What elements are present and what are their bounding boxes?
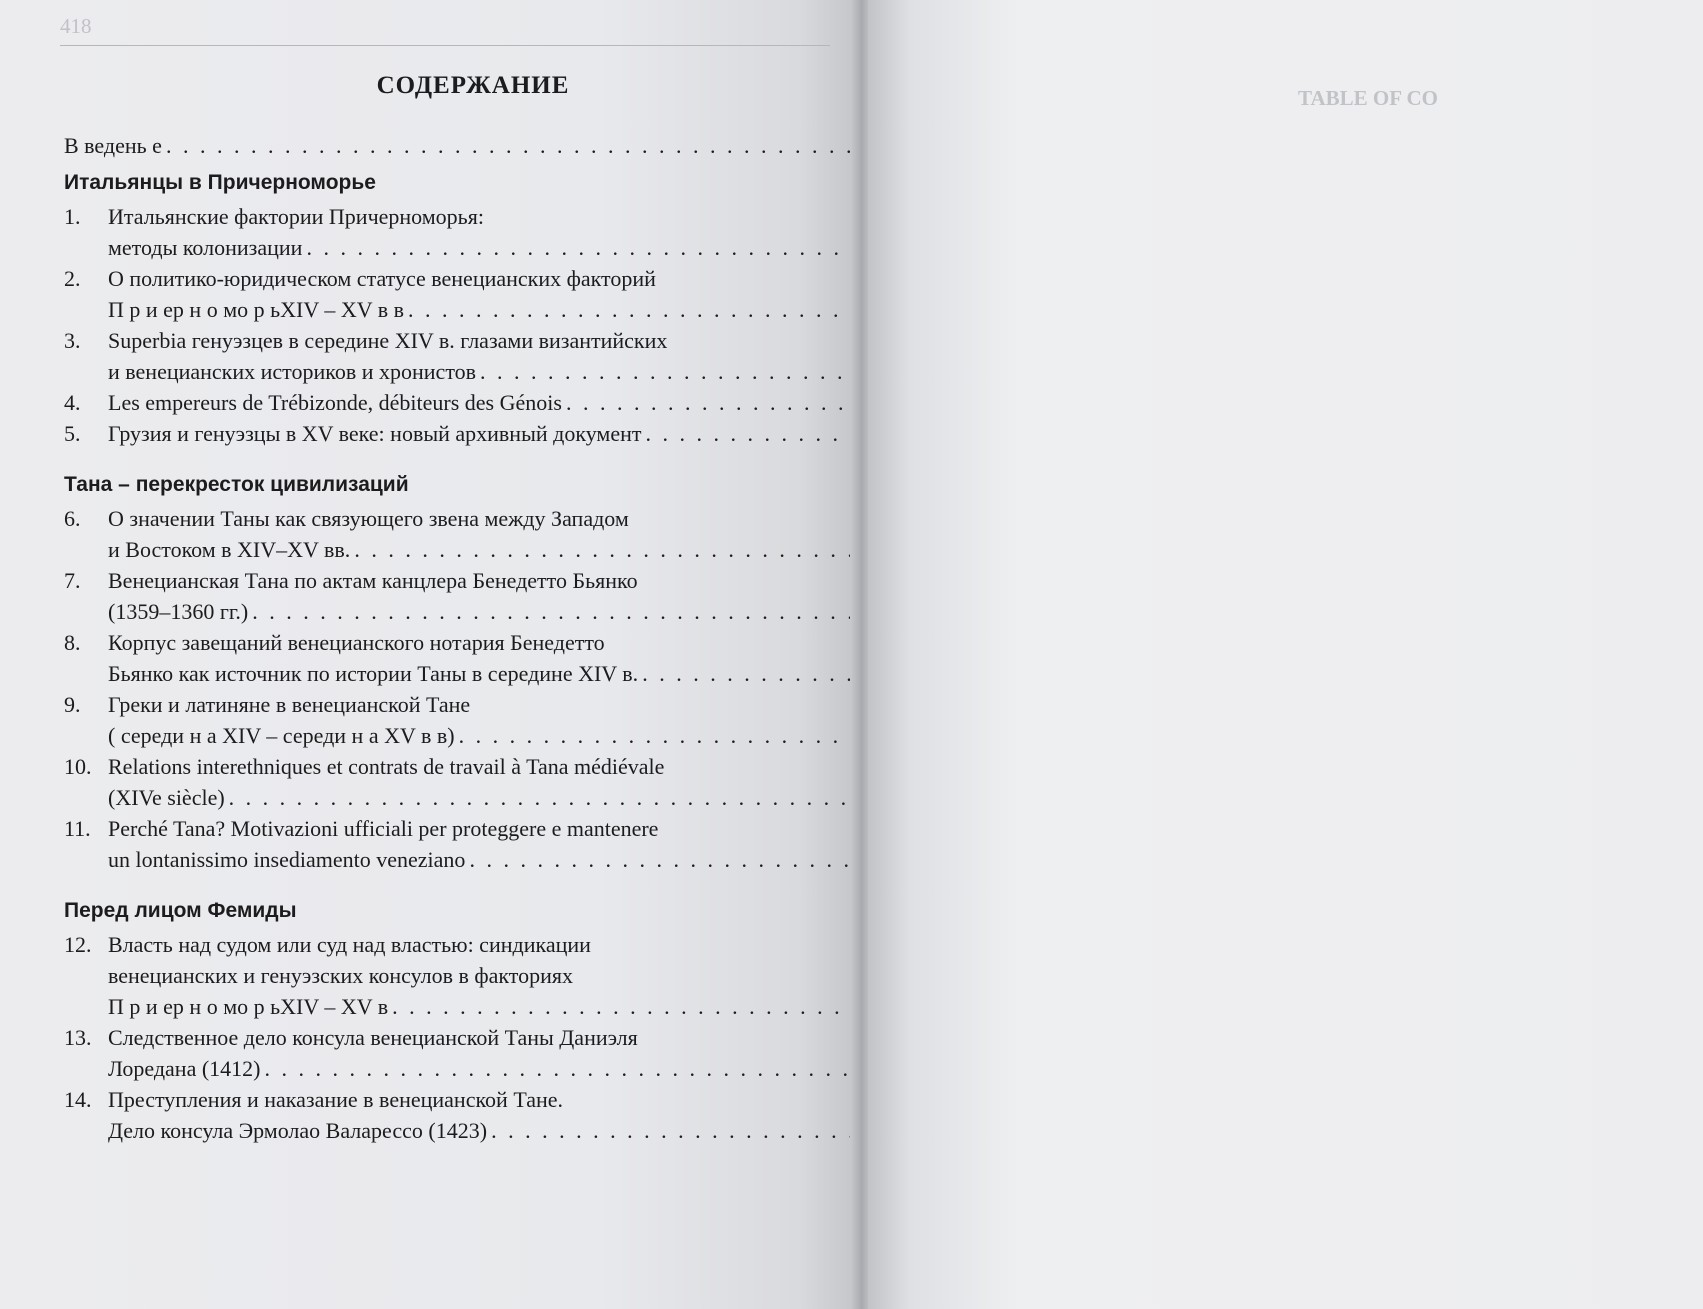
- dot-leader: [306, 232, 858, 263]
- toc-left-sections: [64, 171, 832, 1146]
- entry-title-line: Бьянко как источник по истории Таны в середине XIV в.: [108, 661, 639, 686]
- entry-title-line: и венецианских историков и хронистов: [108, 359, 477, 384]
- dot-leader: [459, 720, 858, 751]
- entry-title-line: Венецианская Тана по актам канцлера Бенедетто Бьянко: [108, 568, 638, 593]
- dot-leader: [469, 844, 858, 875]
- bleed-through-text: TABLE OF CO: [1298, 86, 1439, 110]
- entry-title-line: Лоредана (1412): [108, 1056, 261, 1081]
- toc-entry: [64, 689, 832, 751]
- entry-title-line: (XIVe siècle): [108, 785, 225, 810]
- entry-number: 1.: [64, 204, 81, 229]
- dot-leader: [491, 1115, 858, 1146]
- entry-number: 2.: [64, 266, 81, 291]
- entry-number: 14.: [64, 1087, 92, 1112]
- toc-entry: [64, 201, 832, 263]
- toc-entry: [64, 325, 832, 387]
- dot-leader: [229, 782, 858, 813]
- toc-entry: [64, 1084, 832, 1146]
- entry-title-line: П р и ер н о мо р ьXIV – XV в в: [108, 297, 405, 322]
- right-page: [868, 0, 1703, 1309]
- entry-title-line: Perché Tana? Motivazioni ufficiali per proteggere e mantenere: [108, 816, 659, 841]
- entry-number: 4.: [64, 390, 81, 415]
- toc-entry: [64, 503, 832, 565]
- entry-title-line: методы колонизации: [108, 235, 303, 260]
- entry-title-line: О политико-юридическом статусе венецианских факторий: [108, 266, 656, 291]
- section-heading: Перед лицом Фемиды: [64, 899, 297, 922]
- toc-entry-intro: [64, 130, 832, 161]
- entry-title-line: Relations interethniques et contrats de travail à Tana médiévale: [108, 754, 665, 779]
- section-heading: Итальянцы в Причерноморье: [64, 171, 376, 194]
- toc-entry: [64, 751, 832, 813]
- bleed-through-rule: [60, 45, 830, 46]
- entry-title-line: Преступления и наказание в венецианской Тане.: [108, 1087, 564, 1112]
- toc-entry: [64, 565, 832, 627]
- toc-entry: [64, 1022, 832, 1084]
- dot-leader: [408, 294, 858, 325]
- entry-title-line: Грузия и генуэзцы в XV веке: новый архивный документ: [108, 421, 642, 446]
- dot-leader: [166, 130, 858, 161]
- entry-number: 9.: [64, 692, 81, 717]
- dot-leader: [642, 658, 858, 689]
- toc-entry: [64, 263, 832, 325]
- dot-leader: [265, 1053, 859, 1084]
- section-heading: Тана – перекресток цивилизаций: [64, 473, 409, 496]
- toc-entry: [64, 418, 832, 449]
- entry-title-line: Следственное дело консула венецианской Таны Даниэля: [108, 1025, 638, 1050]
- entry-title-line: и Востоком в XIV–XV вв.: [108, 537, 351, 562]
- entry-number: 13.: [64, 1025, 92, 1050]
- entry-title-line: (1359–1360 гг.): [108, 599, 249, 624]
- entry-title-line: Корпус завещаний венецианского нотария Бенедетто: [108, 630, 605, 655]
- entry-title-line: Les empereurs de Trébizonde, débiteurs des Génois: [108, 390, 562, 415]
- toc-entry: [64, 387, 832, 418]
- dot-leader: [566, 387, 858, 418]
- toc-entry: [64, 813, 832, 875]
- entry-number: 6.: [64, 506, 81, 531]
- entry-number: 3.: [64, 328, 81, 353]
- entry-title-line: Superbia генуэзцев в середине XIV в. глазами византийских: [108, 328, 668, 353]
- dot-leader: [480, 356, 858, 387]
- entry-title-line: П р и ер н о мо р ьXIV – XV в: [108, 994, 389, 1019]
- toc-title: СОДЕРЖАНИЕ: [376, 72, 570, 99]
- intro-title: В ведень е: [64, 133, 162, 158]
- entry-number: 11.: [64, 816, 91, 841]
- entry-title-line: un lontanissimo insediamento veneziano: [108, 847, 466, 872]
- toc-entry: [64, 929, 832, 1022]
- entry-number: 10.: [64, 754, 92, 779]
- dot-leader: [354, 534, 858, 565]
- entry-title-line: Власть над судом или суд над властью: синдикации: [108, 932, 591, 957]
- toc-entry: [64, 627, 832, 689]
- dot-leader: [252, 596, 858, 627]
- entry-title-line: Дело консула Эрмолао Валарессо (1423): [108, 1118, 488, 1143]
- entry-number: 12.: [64, 932, 92, 957]
- entry-title-line: Итальянские фактории Причерноморья:: [108, 204, 484, 229]
- dot-leader: [646, 418, 859, 449]
- toc-left-column: [64, 72, 832, 1146]
- entry-number: 7.: [64, 568, 81, 593]
- entry-title-line: О значении Таны как связующего звена между Западом: [108, 506, 629, 531]
- entry-number: 5.: [64, 421, 81, 446]
- dot-leader: [392, 991, 858, 1022]
- entry-title-line: ( середи н а XIV – середи н а XV в в): [108, 723, 455, 748]
- bleed-through-text: 418: [60, 14, 92, 38]
- entry-title-line: венецианских и генуэзских консулов в факториях: [108, 963, 574, 988]
- entry-number: 8.: [64, 630, 81, 655]
- entry-title-line: Греки и латиняне в венецианской Тане: [108, 692, 471, 717]
